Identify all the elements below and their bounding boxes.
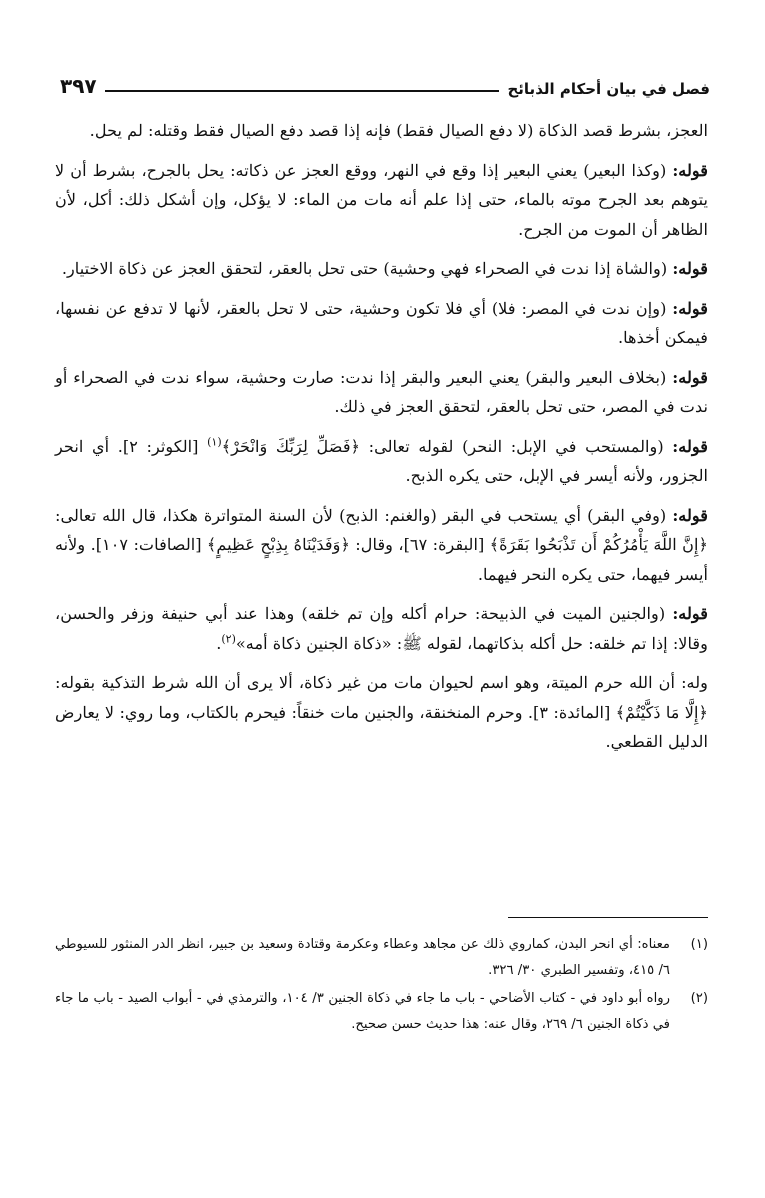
paragraph-text: (وكذا البعير) يعني البعير إذا وقع في النهر، ووقع العجز عن ذكاته: يحل بالجرح، بشرط أن لا يتوهم بعد الجرح موته بالماء، حتى إذا علم أنه مات من الماء: لا يؤكل، وإن أشكل ذلك: أكل، لأن الظاهر أن الموت من الجرح. [55, 160, 708, 239]
paragraph-text-continued: [الكوثر: ٢]. أي انحر الجزور، ولأنه أيسر في الإبل، حتى يكره الذبح. [55, 436, 708, 485]
paragraph-text: (بخلاف البعير والبقر) يعني البعير والبقر إذا ندت: صارت وحشية، سواء ندت في الصحراء أو ندت في المصر، حتى تحل بالعقر، لتحقق العجز في ذلك. [55, 367, 708, 416]
paragraph-text: (والشاة إذا ندت في الصحراء فهي وحشية) حتى تحل بالعقر، لتحقق العجز عن ذكاة الاختيار. [61, 259, 668, 278]
paragraph [55, 116, 708, 146]
body-text [55, 116, 708, 767]
running-title: فصل في بيان أحكام الذبائح [507, 80, 710, 98]
footnote-ref[interactable]: (٢) [221, 632, 236, 646]
paragraph-text: العجز، بشرط قصد الذكاة (لا دفع الصيال فقط) فإنه إذا قصد دفع الصيال فقط وقتله: لم يحل. [89, 121, 708, 140]
paragraph-text: (وإن ندت في المصر: فلا) أي فلا تكون وحشية، حتى لا تحل بالعقر، لأنها لا تدفع عن نفسها، فيمكن أخذها. [55, 298, 708, 347]
footnote-ref[interactable]: (١) [207, 435, 222, 449]
header-rule [105, 90, 500, 92]
paragraph-label: قوله: [672, 259, 708, 278]
paragraph [55, 156, 708, 245]
paragraph [55, 599, 708, 658]
footnote-number: (٢) [690, 991, 708, 1006]
page-number: ٣٩٧ [60, 74, 97, 98]
footnotes [55, 932, 708, 1040]
paragraph-text-continued: . [216, 633, 222, 653]
paragraph [55, 294, 708, 353]
paragraph-label: قوله: [672, 367, 708, 387]
paragraph [55, 432, 708, 491]
footnote-separator [508, 917, 708, 918]
paragraph-label: قوله: [672, 604, 708, 623]
paragraph-text: (وفي البقر) أي يستحب في البقر (والغنم: الذبح) لأن السنة المتواترة هكذا، قال الله تعالى: ﴿إِنَّ اللَّهَ يَأْمُرُكُمْ أَن تَذْبَحُوا بَقَرَةً﴾ [البقرة: ٦٧]، وقال: ﴿وَفَدَيْنَاهُ بِذِبْحٍ عَظِيمٍ﴾ [الصافات: ١٠٧]. ولأنه أيسر فيهما، حتى يكره النحر فيهما. [55, 505, 709, 584]
paragraph-label: قوله: [672, 298, 708, 318]
paragraph [55, 363, 708, 422]
footnote-text: معناه: أي انحر البدن، كماروي ذلك عن مجاهد وعطاء وعكرمة وقتادة وسعيد بن جبير، انظر الدر المنثور للسيوطي ٦/ ٤١٥، وتفسير الطبري ٣٠/ ٣٢٦. [55, 937, 670, 978]
paragraph-text: وله: أن الله حرم الميتة، وهو اسم لحيوان مات من غير ذكاة، ألا يرى أن الله شرط التذكية بقوله: ﴿إِلَّا مَا ذَكَّيْتُمْ﴾ [المائدة: ٣]. وحرم المنخنقة، والجنين مات خنقاً: فيحرم بالكتاب، وما روي: لا يعارض الدليل القطعي. [55, 673, 708, 751]
paragraph-label: قوله: [672, 505, 708, 525]
footnote-number: (١) [690, 937, 708, 952]
paragraph-text: (والجنين الميت في الذبيحة: حرام أكله وإن تم خلقه) وهذا عند أبي حنيفة وزفر والحسن، وقالا: إذا تم خلقه: حل أكله بذكاتهما، لقوله ﷺ: «ذكاة الجنين ذكاة أمه» [55, 604, 708, 653]
footnote [55, 932, 708, 984]
footnote-text: رواه أبو داود في - كتاب الأضاحي - باب ما جاء في ذكاة الجنين ٣/ ١٠٤، والترمذي في - أبواب الصيد - باب ما جاء في ذكاة الجنين ٦/ ٢٦٩، وقال عنه: هذا حديث حسن صحيح. [55, 991, 670, 1032]
paragraph [55, 254, 708, 284]
page-header [60, 70, 710, 98]
paragraph-label: قوله: [672, 436, 708, 456]
paragraph [55, 501, 708, 590]
paragraph-label: قوله: [672, 160, 708, 180]
footnote [55, 986, 708, 1038]
paragraph-text: (والمستحب في الإبل: النحر) لقوله تعالى: ﴿فَصَلِّ لِرَبِّكَ وَانْحَرْ﴾ [221, 436, 664, 456]
paragraph [55, 668, 708, 757]
